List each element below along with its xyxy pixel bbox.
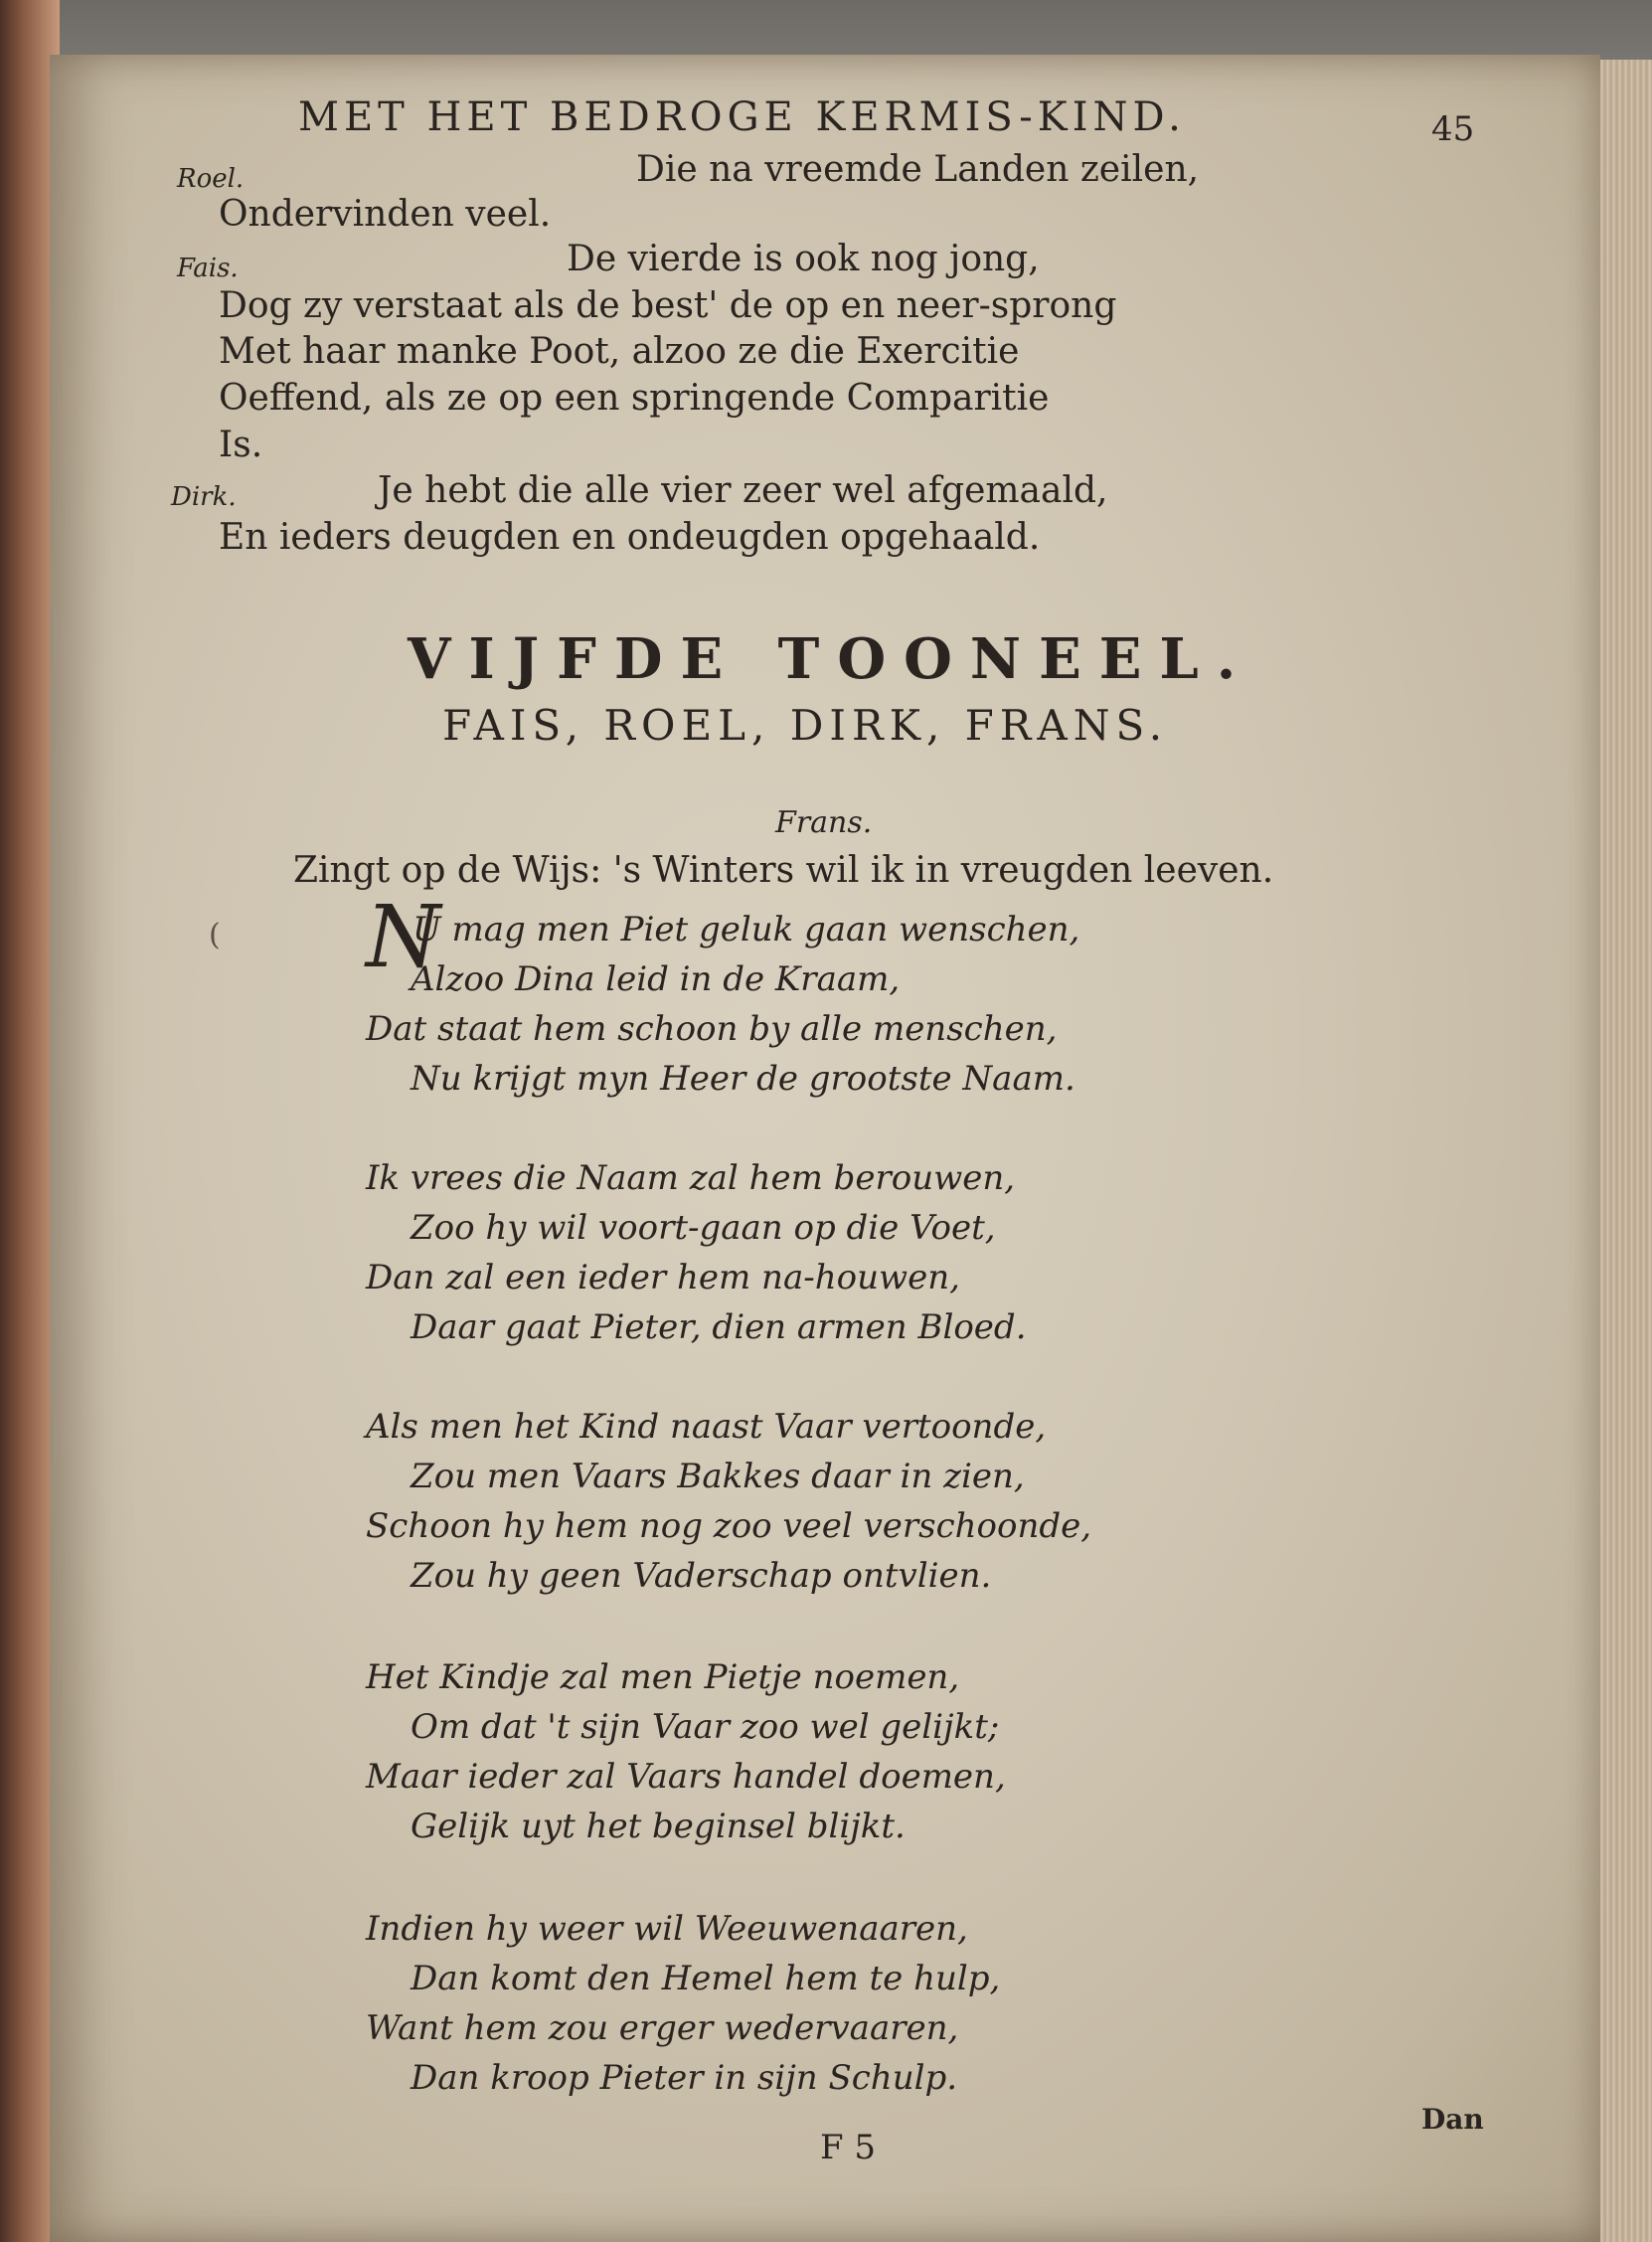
verse-line: Daar gaat Pieter, dien armen Bloed.	[411, 1307, 1027, 1347]
verse-line: Maar ieder zal Vaars handel doemen,	[366, 1757, 1006, 1797]
margin-mark: (	[209, 918, 221, 952]
dialogue-line: De vierde is ook nog jong,	[567, 239, 1040, 279]
verse-line: Dat staat hem schoon by alle menschen,	[366, 1009, 1058, 1049]
tune-instruction: Zingt op de Wijs: 's Winters wil ik in vreugden leeven.	[293, 850, 1274, 891]
dialogue-line: Is.	[219, 425, 263, 465]
verse-line: Nu krijgt myn Heer de grootste Naam.	[411, 1059, 1075, 1099]
cast-list: FAIS, ROEL, DIRK, FRANS.	[442, 701, 1169, 750]
verse-line: Schoon hy hem nog zoo veel verschoonde,	[366, 1506, 1092, 1546]
verse-line: Zou men Vaars Bakkes daar in zien,	[411, 1457, 1025, 1496]
running-head: MET HET BEDROGE KERMIS-KIND.	[298, 94, 1186, 140]
verse-line: Zou hy geen Vaderschap ontvlien.	[411, 1556, 992, 1596]
dialogue-line: Ondervinden veel.	[219, 194, 552, 235]
scene-title: VIJFDE TOONEEL.	[408, 626, 1254, 692]
verse-line: Want hem zou erger wedervaaren,	[366, 2008, 959, 2048]
catchword: Dan	[1421, 2103, 1484, 2136]
dialogue-line: Met haar manke Poot, alzoo ze die Exercitie	[219, 331, 1020, 372]
verse-line: Dan komt den Hemel hem te hulp,	[411, 1959, 1001, 1998]
verse-line: Gelijk uyt het beginsel blijkt.	[411, 1807, 906, 1846]
verse-line: Ik vrees die Naam zal hem berouwen,	[366, 1158, 1016, 1198]
verse-line: Zoo hy wil voort-gaan op die Voet,	[411, 1208, 996, 1248]
dialogue-line: Die na vreemde Landen zeilen,	[636, 149, 1200, 190]
printer-signature: F 5	[820, 2128, 877, 2167]
dialogue-line: En ieders deugden en ondeugden opgehaald.	[219, 517, 1041, 558]
dialogue-line: Je hebt die alle vier zeer wel afgemaald,	[378, 470, 1108, 511]
drop-cap: N	[366, 888, 441, 987]
singer-name: Frans.	[775, 805, 873, 840]
speaker-label: Roel.	[177, 164, 245, 194]
verse-line: Als men het Kind naast Vaar vertoonde,	[366, 1407, 1047, 1447]
book-page	[50, 55, 1600, 2242]
verse-line: Het Kindje zal men Pietje noemen,	[366, 1657, 960, 1697]
verse-line: Dan kroop Pieter in sijn Schulp.	[411, 2058, 958, 2098]
verse-line: Om dat 't sijn Vaar zoo wel gelijkt;	[411, 1707, 1000, 1747]
verse-line: Alzoo Dina leid in de Kraam,	[411, 959, 901, 999]
verse-line: Indien hy weer wil Weeuwenaaren,	[366, 1909, 968, 1949]
speaker-label: Fais.	[177, 254, 239, 283]
speaker-label: Dirk.	[171, 482, 237, 512]
dialogue-line: Dog zy verstaat als de best' de op en neer-sprong	[219, 285, 1117, 326]
verse-line: Dan zal een ieder hem na-houwen,	[366, 1258, 960, 1297]
page-number: 45	[1431, 109, 1475, 149]
dialogue-line: Oeffend, als ze op een springende Comparitie	[219, 378, 1050, 419]
verse-line: U mag men Piet geluk gaan wenschen,	[413, 910, 1080, 949]
